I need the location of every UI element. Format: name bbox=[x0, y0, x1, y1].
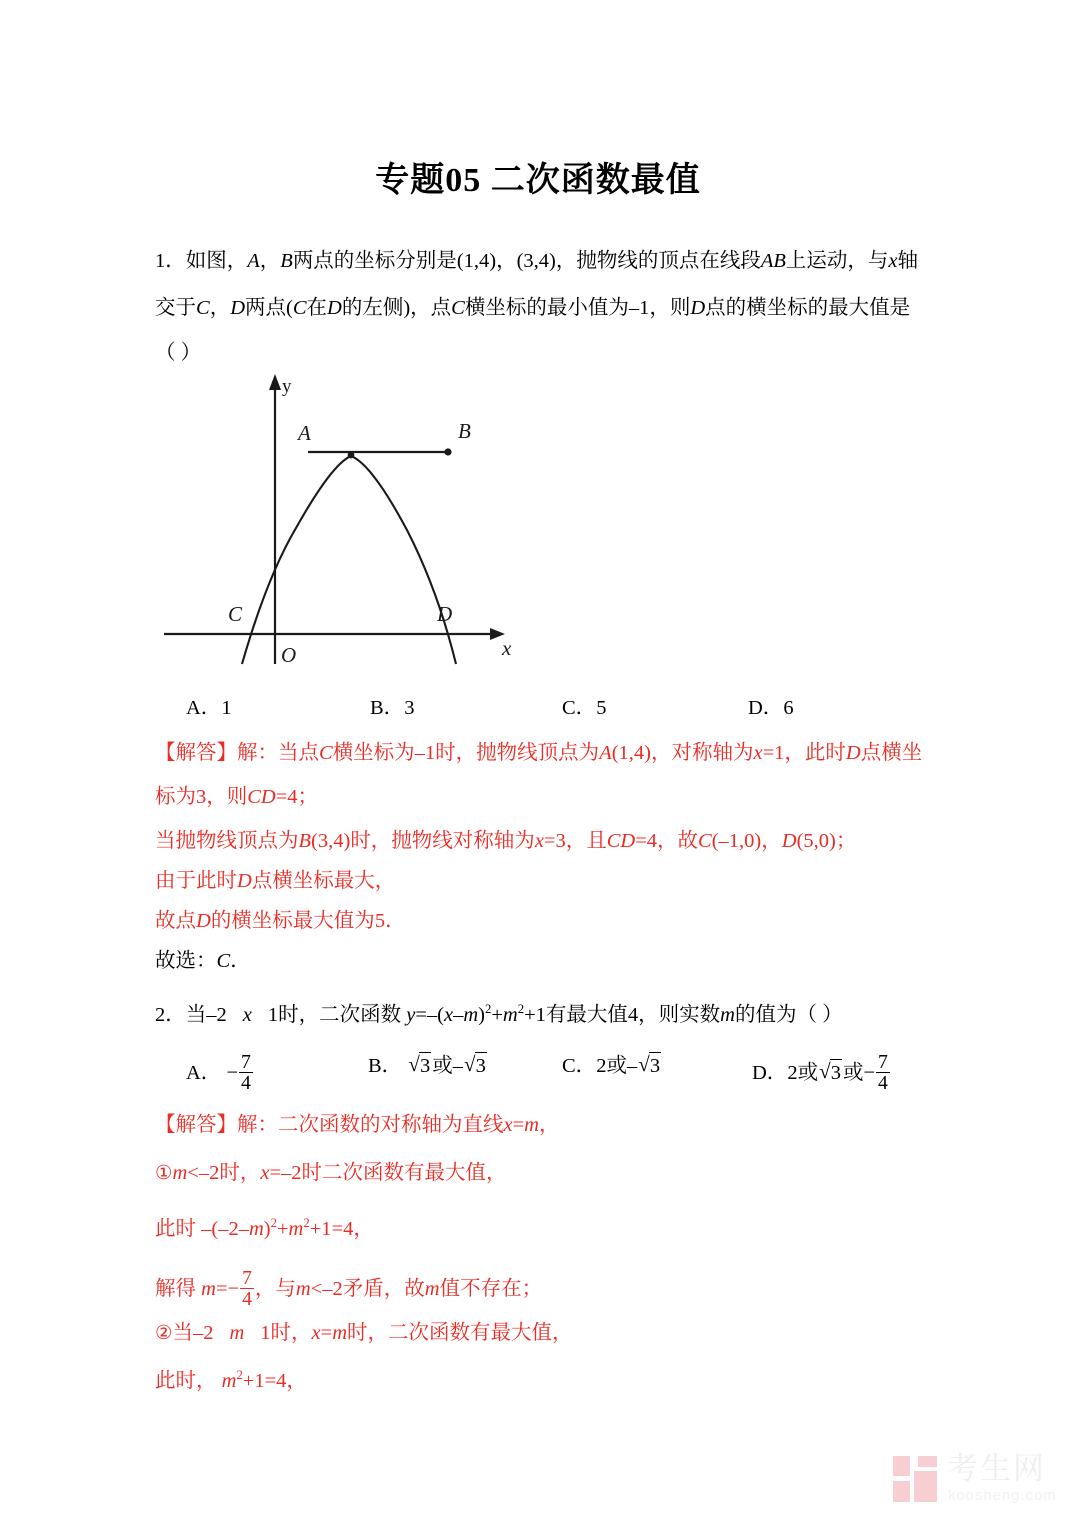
problem1-stem-line1: 1．如图，A，B两点的坐标分别是(1,4)，(3,4)，抛物线的顶点在线段AB上运动，与x轴 bbox=[155, 250, 919, 272]
variable-x: x bbox=[888, 250, 898, 272]
label-C: C bbox=[196, 297, 210, 319]
problem1-answer-blank: （ ） bbox=[155, 342, 202, 364]
problem2-solution-line5: ②当–2 m 1时，x=m时，二次函数有最大值， bbox=[155, 1321, 573, 1344]
problem1-option-d[interactable] bbox=[748, 695, 794, 721]
figure-label-y: y bbox=[282, 376, 292, 397]
option-a-key: A． bbox=[186, 1061, 222, 1084]
figure-label-C: C bbox=[228, 602, 243, 626]
problem1-solution-line5: 故点D的横坐标最大值为5． bbox=[155, 910, 406, 932]
label-D: D bbox=[230, 297, 245, 319]
figure-label-A: A bbox=[298, 421, 311, 445]
option-d-key: D． bbox=[752, 1061, 788, 1084]
problem2-stem: 2．当–2 x 1时，二次函数 $y=-(x-m)^2+m^2+1$有最大值4，则实数m的值为（ ） bbox=[155, 1002, 843, 1026]
sqrt-3-b: √ 3 bbox=[464, 1052, 487, 1079]
problem1-final-choice: 故选：C． bbox=[155, 950, 251, 972]
x-axis bbox=[164, 628, 505, 640]
problem2-option-d[interactable]: D．2或 √ 3或− $\frac{7}{4}$ bbox=[752, 1052, 891, 1093]
sqrt-3-c: √ 3 bbox=[638, 1052, 661, 1079]
page-title: 专题05 二次函数最值 bbox=[375, 162, 701, 199]
figure-label-D: D bbox=[437, 602, 453, 626]
solution-tag: 【解答】 bbox=[155, 1114, 237, 1136]
option-d-key: D． bbox=[748, 697, 784, 719]
problem2-solution-line1: 【解答】解：二次函数的对称轴为直线x=m， bbox=[155, 1114, 560, 1136]
sqrt-3-d: √ 3 bbox=[819, 1059, 842, 1086]
problem2-solution-line6: 此时， $m^2+1=4$， bbox=[155, 1368, 307, 1392]
problem2-solution-line3: 此时 $-(-2-m)^2+m^2+1=4$， bbox=[155, 1216, 374, 1240]
option-a-key: A． bbox=[186, 697, 222, 719]
watermark-chinese-text: 考生网 bbox=[947, 1451, 1046, 1486]
label-B: B bbox=[280, 250, 293, 272]
problem2-solution-line4: 解得 m=− $\frac{7}{4}$ ，与m<–2矛盾，故m值不存在； bbox=[155, 1267, 543, 1311]
problem2-option-a[interactable]: A． − $\frac{7}{4}$ bbox=[186, 1051, 251, 1095]
vertex-point bbox=[348, 452, 355, 459]
watermark bbox=[893, 1452, 1063, 1514]
watermark-domain-text: koosheng.com bbox=[948, 1488, 1057, 1504]
option-c-value: 5 bbox=[596, 697, 607, 719]
option-a-value: 1 bbox=[221, 697, 232, 719]
problem2-solution-line2: ①m<–2时，x=–2时二次函数有最大值， bbox=[155, 1161, 507, 1184]
segment-AB: AB bbox=[760, 250, 786, 272]
option-c-key: C． bbox=[562, 697, 597, 719]
solution-tag: 【解答】 bbox=[155, 742, 237, 764]
problem1-stem-line2: 交于C，D两点(C在D的左侧)，点C横坐标的最小值为–1，则D点的横坐标的最大值是 bbox=[155, 297, 911, 319]
option-b-value: 3 bbox=[404, 697, 415, 719]
problem2-option-b[interactable]: B． √ 3或– √ 3 bbox=[368, 1052, 488, 1079]
problem1-figure bbox=[160, 372, 540, 668]
option-b-key: B． bbox=[368, 1055, 403, 1077]
problem1-option-c[interactable] bbox=[562, 695, 606, 721]
option-b-key: B． bbox=[370, 697, 405, 719]
label-A: A bbox=[247, 250, 260, 272]
fraction-7-4-d: $\frac{7}{4}$ bbox=[878, 1051, 888, 1095]
problem1-solution-line3: 当抛物线顶点为B(3,4)时，抛物线对称轴为x=3，且CD=4，故C(–1,0)，D(5,0)； bbox=[155, 830, 857, 852]
figure-label-x: x bbox=[502, 636, 512, 660]
option-c-key: C． bbox=[562, 1055, 597, 1077]
problem1-solution-line4: 由于此时D点横坐标最大， bbox=[155, 870, 396, 892]
circled-1: ① bbox=[155, 1161, 173, 1184]
problem1-option-b[interactable] bbox=[370, 695, 414, 721]
figure-label-O: O bbox=[281, 643, 297, 667]
point-B-dot bbox=[444, 448, 451, 455]
circled-2: ② bbox=[155, 1321, 173, 1344]
fraction-7-4-sol: $\frac{7}{4}$ bbox=[242, 1267, 252, 1311]
sqrt-3-a: √ 3 bbox=[408, 1052, 431, 1079]
y-axis bbox=[269, 374, 281, 664]
final-answer-letter: C bbox=[216, 950, 231, 972]
problem1-solution-line2: 标为3，则CD=4； bbox=[155, 786, 319, 808]
problem1-option-a[interactable] bbox=[186, 695, 232, 721]
problem2-option-c[interactable]: C．2或– √ 3 bbox=[562, 1052, 662, 1079]
watermark-logo-icon bbox=[893, 1456, 937, 1502]
coordinate-B: (3,4) bbox=[516, 250, 556, 272]
formula-y: y bbox=[406, 1004, 416, 1026]
problem1-solution-line1: 【解答】解：当点C横坐标为–1时，抛物线顶点为A(1,4)，对称轴为x=1，此时D点横坐 bbox=[155, 742, 923, 764]
option-d-value: 6 bbox=[783, 697, 794, 719]
coordinate-A: (1,4) bbox=[456, 250, 497, 272]
fraction-7-4: $\frac{7}{4}$ bbox=[241, 1051, 251, 1095]
figure-label-B: B bbox=[458, 419, 471, 443]
problem1-stem-text: 1．如图， bbox=[155, 250, 248, 272]
